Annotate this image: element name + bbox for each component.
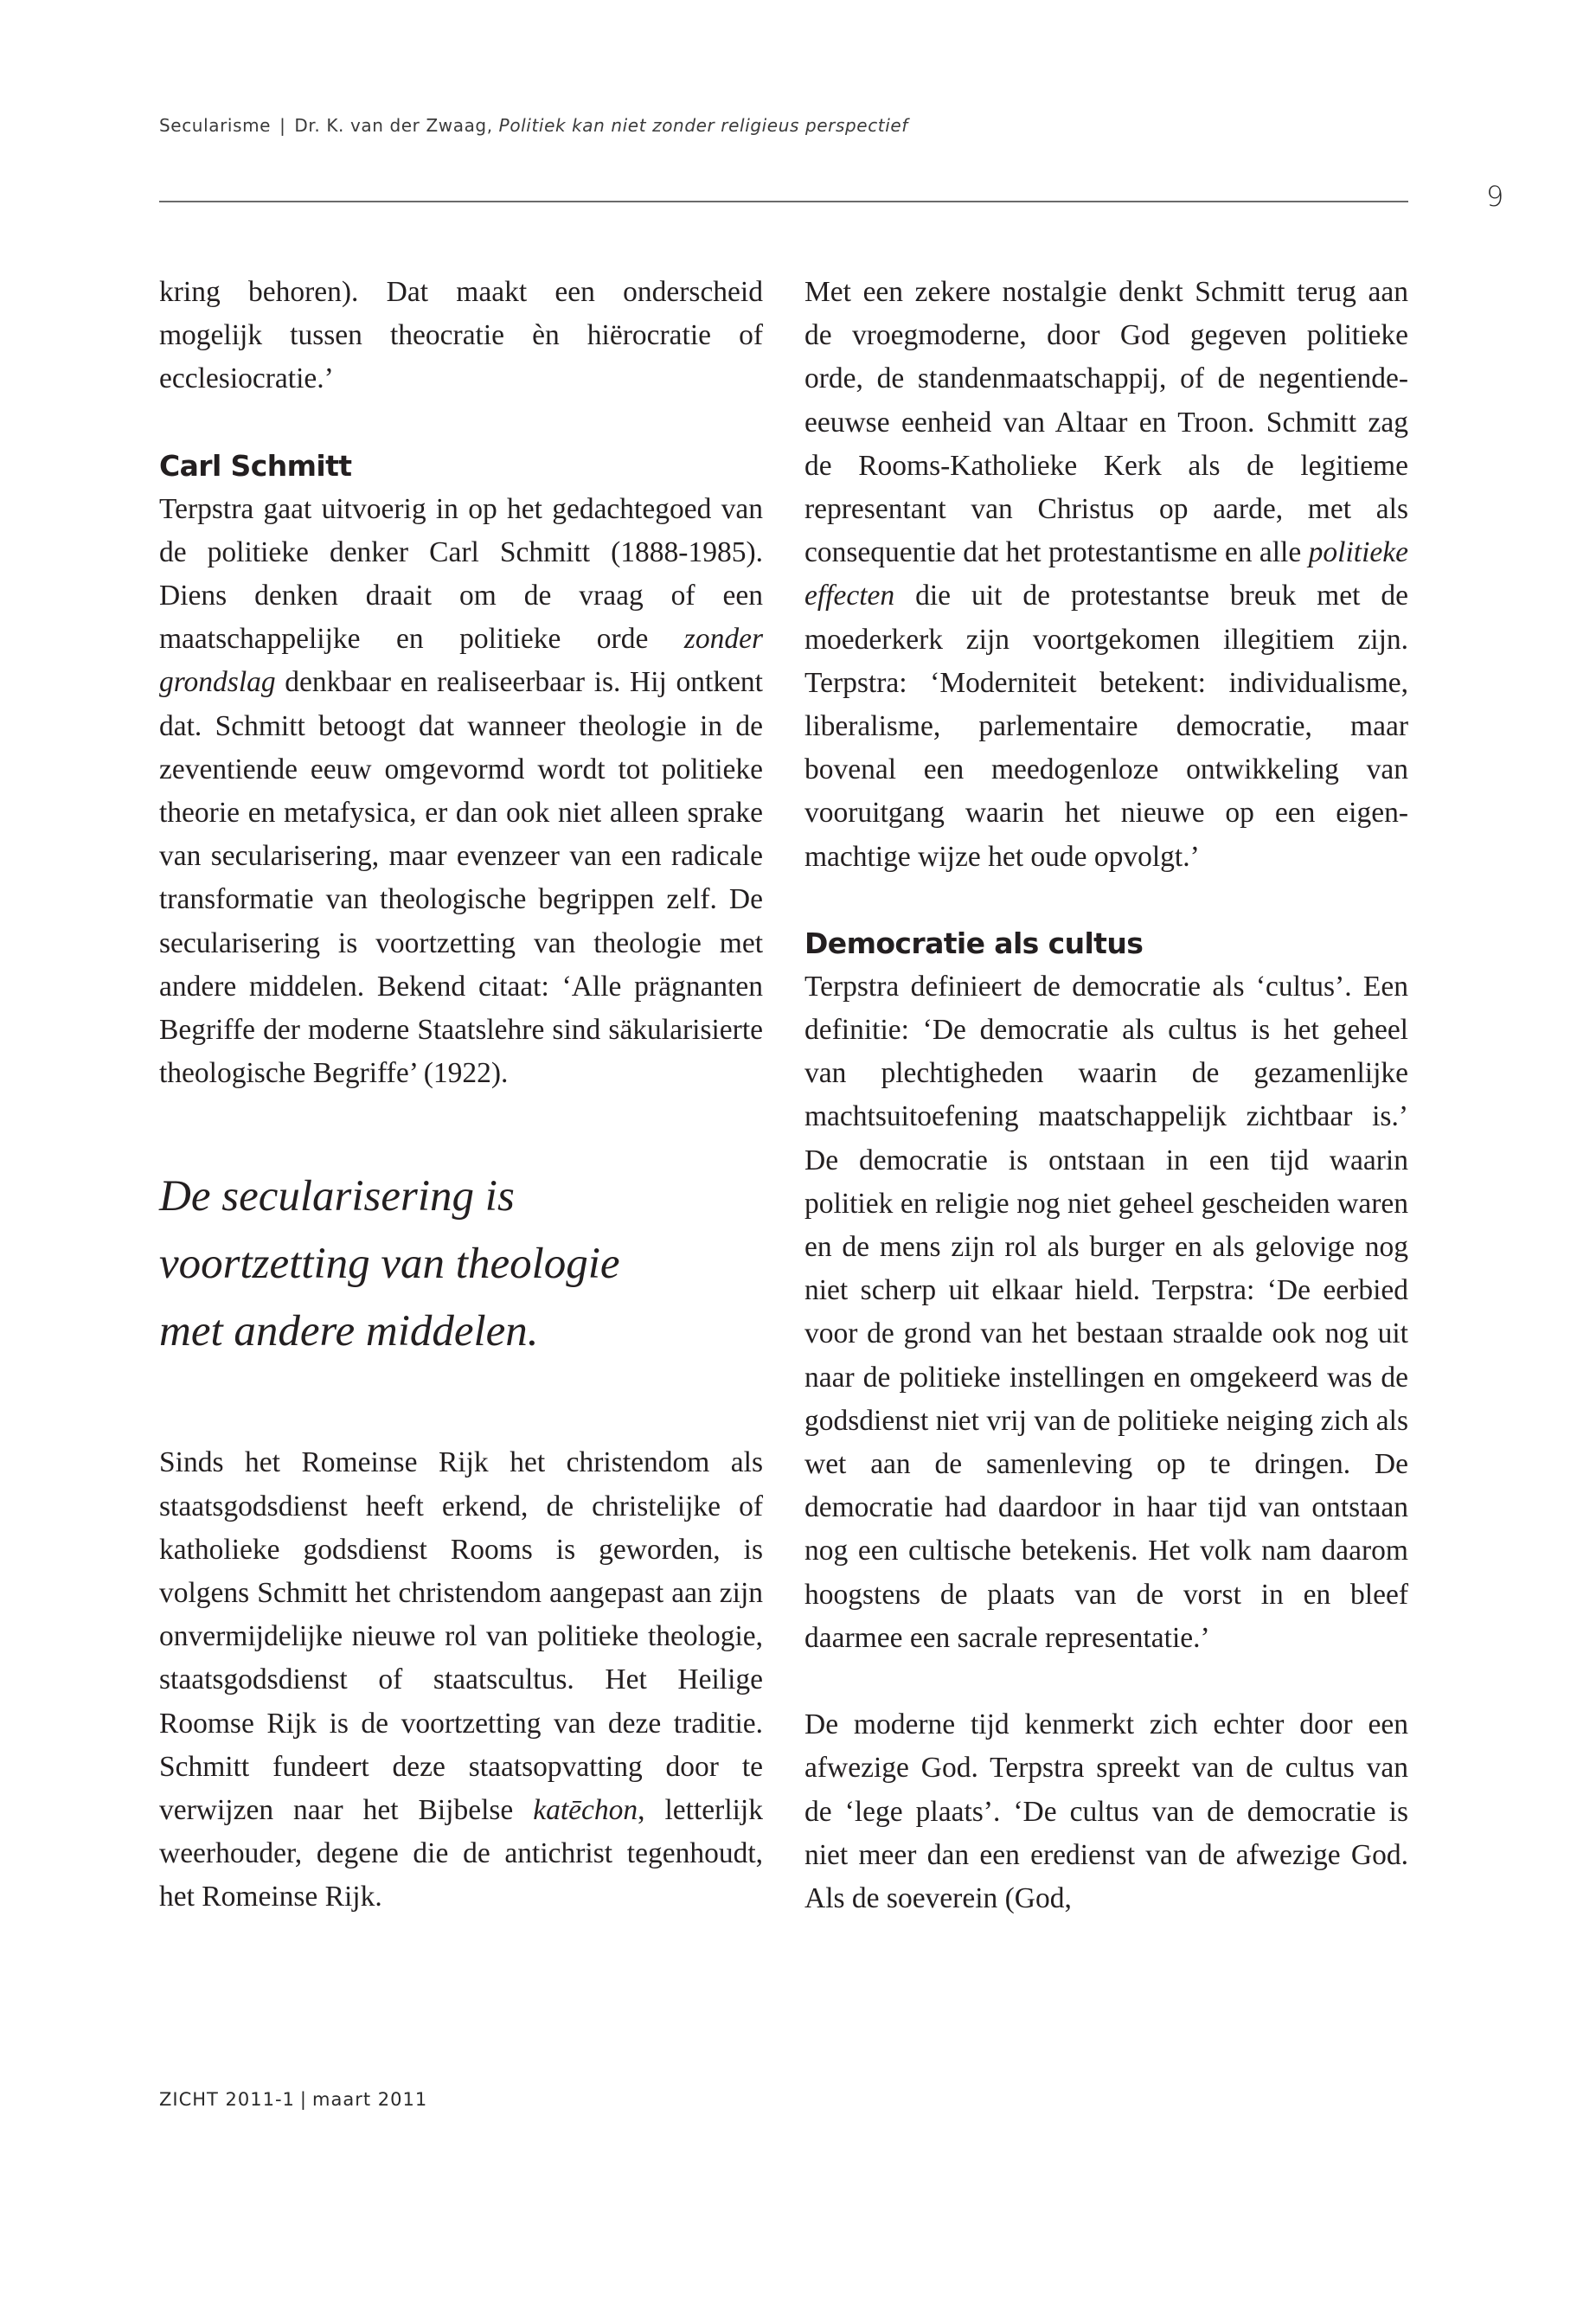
emphasis-zonder-grondslag: zonder grondslag (159, 623, 763, 699)
page-number: 9 (1486, 180, 1504, 213)
moderne-tijd-paragraph: De moderne tijd kenmerkt zich echter door een afwezige God. Terpstra spreekt van de cultus van de ‘lege plaats’. ‘De cultus van de democratie is niet meer dan een eredienst van de afwezige God. Als de soeverein (God, (804, 1708, 1408, 1914)
pull-quote-line: De secularisering is (159, 1172, 515, 1221)
pull-quote (159, 1163, 763, 1365)
section-label: Secularisme (159, 115, 272, 136)
right-column (804, 271, 1408, 1920)
democratie-paragraph: Terpstra definieert de democratie als ‘cultus’. Een definitie: ‘De democratie als cultus is het geheel van plechtigheden waarin de gezamenlijke machtsuitoefening maatschappelijk zichtbaar is.’ De democratie is ontstaan in een tijd waarin politiek en religie nog niet geheel gescheiden waren en de mens zijn rol als burger en als gelovige nog niet scherp uit elkaar hield. Terpstra: ‘De eerbied voor de grond van het bestaan straalde ook nog uit naar de politieke instellingen en omgekeerd was de godsdienst niet vrij van de politieke neiging zich als wet aan de samenleving op te dringen. De democratie had daardoor in haar tijd van ontstaan nog een cultische betekenis. Het volk nam daarom hoogstens de plaats van de vorst in en bleef daarmee een sacrale representatie.’ (804, 970, 1408, 1654)
author-label: Dr. K. van der Zwaag, (294, 115, 493, 136)
nostalgie-paragraph (804, 271, 1408, 879)
text-run: denkbaar en realiseerbaar is. Hij ontkent dat. Schmitt betoogt dat wanneer theologie in de zeventiende eeuw omgevormd wordt tot politieke theorie en metafysica, er dan ook niet alleen sprake van secularisering, maar evenzeer van een radicale transformatie van theologische begrippen zelf. De secularisering is voortzetting van theologie met andere middelen. Bekend citaat: ‘Alle prägnanten Begriffe der moderne Staatslehre sind säkularisierte theologische Begriffe’ (1922). (159, 666, 763, 1090)
header-separator: | (279, 115, 286, 136)
carl-schmitt-paragraph (159, 488, 763, 1096)
article-title: Politiek kan niet zonder religieus perspectief (498, 115, 908, 136)
issue-date: maart 2011 (312, 2089, 428, 2110)
page-footer (159, 2089, 427, 2110)
running-header (159, 115, 908, 136)
section-heading-carl-schmitt: Carl Schmitt (159, 448, 352, 483)
left-column (159, 271, 763, 1920)
text-run: Terpstra gaat uitvoerig in op het gedachtegoed van de politieke denker Carl Schmitt (1888-1985). Diens denken draait om de vraag of een maatschappelijke en politieke orde (159, 492, 763, 656)
footer-separator: | (299, 2089, 307, 2110)
publication-label: ZICHT 2011-1 (159, 2089, 295, 2110)
emphasis-katechon: katēchon (533, 1794, 638, 1827)
romeinse-rijk-paragraph (159, 1441, 763, 1919)
intro-paragraph: kring behoren). Dat maakt een onderscheid mogelijk tussen theocratie èn hiërocratie of ecclesiocratie.’ (159, 276, 763, 395)
emphasis-politieke-effecten: politieke effecten (804, 536, 1408, 612)
text-run: Met een zekere nostalgie denkt Schmitt terug aan de vroegmoderne, door God gegeven politieke orde, de standenmaatschappij, of de negentiende-eeuwse eenheid van Altaar en Troon. Schmitt zag de Rooms-Katholieke Kerk als de legitieme representant van Christus op aarde, met als consequentie dat het protestantisme en alle (804, 276, 1408, 569)
header-rule (159, 201, 1408, 202)
text-run: , letterlijk weerhouder, degene die de antichrist tegenhoudt, het Romeinse Rijk. (159, 1794, 763, 1913)
text-run: Sinds het Romeinse Rijk het christendom als staatsgodsdienst heeft erkend, de christelijke of katholieke godsdienst Rooms is geworden, is volgens Schmitt het christendom aangepast aan zijn onvermijdelijke nieuwe rol van politieke theologie, staatsgodsdienst of staatscultus. Het Heilige Roomse Rijk is de voortzetting van deze traditie. Schmitt fundeert deze staatsopvatting door te verwijzen naar het Bijbelse (159, 1446, 763, 1827)
pull-quote-line: met andere middelen. (159, 1307, 539, 1356)
pull-quote-line: voortzetting van theologie (159, 1240, 620, 1289)
text-run: die uit de protestantse breuk met de moederkerk zijn voortgekomen illegitiem zijn. Terpstra: ‘Moderniteit betekent: individualisme, liberalisme, parlementaire democratie, maar bovenal een meedogenloze ontwikkeling van vooruitgang waarin het nieuwe op een eigenmachtige wijze het oude opvolgt.’ (804, 580, 1408, 873)
section-heading-democratie: Democratie als cultus (804, 926, 1144, 960)
